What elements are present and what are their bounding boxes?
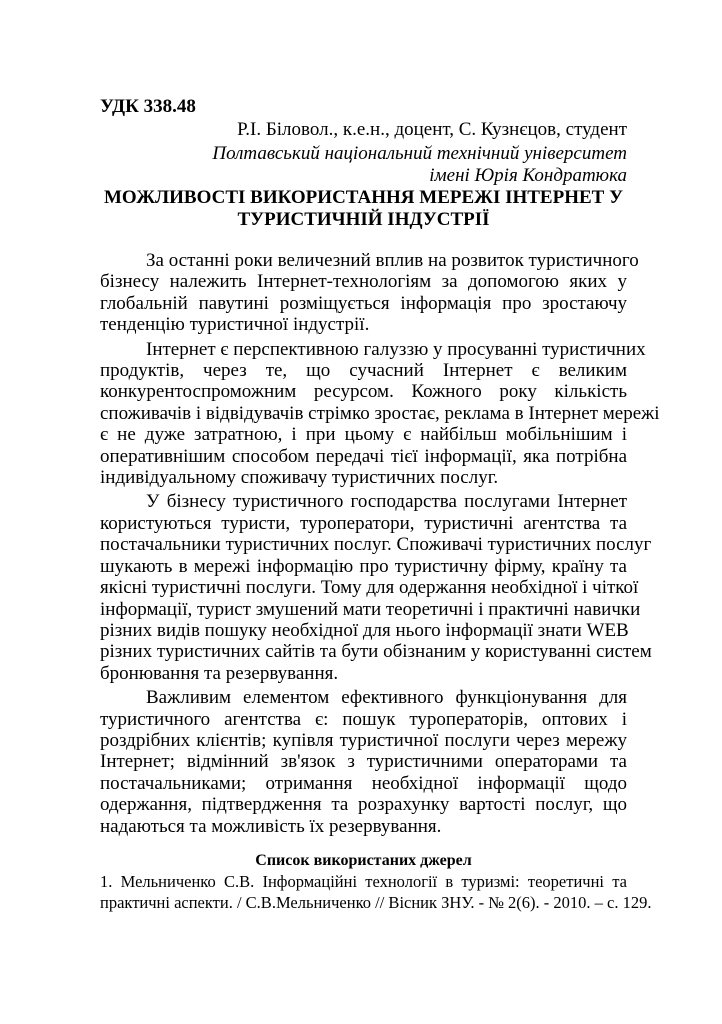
- affiliation-name: імені Юрія Кондратюка: [429, 165, 627, 186]
- article-title-line2: ТУРИСТИЧНІЙ ІНДУСТРІЇ: [237, 209, 490, 230]
- paragraph: [100, 338, 660, 489]
- paragraph-line: постачальниками; отримання необхідної інформації щодо: [100, 772, 627, 794]
- paragraph-line: якісні туристичні послуги. Тому для одержання необхідної і чіткої: [100, 577, 639, 599]
- paragraph: [100, 687, 627, 837]
- affiliation: Полтавський національний технічний університет: [212, 143, 627, 164]
- paragraph-line: бронювання та резервування.: [100, 662, 339, 684]
- paragraph-line: роздрібних клієнтів; купівля туристичної послуги через мережу: [100, 729, 627, 751]
- reference-item-cont: практичні аспекти. / С.В.Мельниченко // Вісник ЗНУ. - № 2(6). - 2010. – с. 129.: [100, 892, 652, 912]
- paragraph-line: Інтернет; відмінний зв'язок з туристичними операторами та: [100, 751, 627, 773]
- paragraph-line: одержання, підтвердження та розрахунку вартості послуг, що: [100, 794, 627, 816]
- paragraph-line: продуктів, через те, що сучасний Інтернет є великим: [100, 360, 627, 382]
- paragraph-line: Важливим елементом ефективного функціонування для: [146, 687, 627, 709]
- paragraph: [100, 491, 652, 684]
- paragraph-line: У бізнесу туристичного господарства послугами Інтернет: [146, 491, 627, 513]
- paragraph-line: Інтернет є перспективною галуззю у просуванні туристичних: [146, 338, 646, 360]
- paragraph-line: глобальній павутині розміщується інформація про зростаючу: [100, 292, 627, 314]
- paragraph-line: інформації, турист змушений мати теоретичні і практичні навички: [100, 598, 641, 620]
- document-page: [100, 96, 660, 913]
- article-title: МОЖЛИВОСТІ ВИКОРИСТАННЯ МЕРЕЖІ ІНТЕРНЕТ У: [103, 187, 624, 208]
- paragraph-line: туристичного агентства є: пошук туроператорів, оптових і: [100, 708, 627, 730]
- paragraph-line: користуються туристи, туроператори, туристичні агентства та: [100, 512, 627, 534]
- paragraph-line: різних туристичних сайтів та бути обізнаним у користуванні систем: [100, 641, 652, 663]
- paragraph-line: оперативнішим способом передачі тієї інформації, яка потрібна: [100, 445, 627, 467]
- paragraph: [100, 250, 639, 336]
- udk-code: УДК 338.48: [100, 96, 196, 117]
- paragraph-line: конкурентоспроможним ресурсом. Кожного року кількість: [100, 381, 627, 403]
- references-heading: Список використаних джерел: [255, 851, 472, 869]
- reference-item: 1. Мельниченко С.В. Інформаційні технології в туризмі: теоретичні та: [100, 871, 627, 891]
- paragraph-line: За останні роки величезний вплив на розвиток туристичного: [146, 250, 639, 271]
- paragraph-line: надаються та можливість їх резервування.: [100, 815, 442, 837]
- paragraph-line: тенденцію туристичної індустрії.: [100, 314, 370, 336]
- paragraph-line: є не дуже затратною, і при цьому є найбільш мобільнішим і: [100, 424, 627, 446]
- paragraph-line: бізнесу належить Інтернет-технологіям за допомогою яких у: [100, 271, 627, 293]
- paragraph-line: шукають в мережі інформацію про туристичну фірму, країну та: [100, 555, 627, 577]
- paragraph-line: постачальники туристичних послуг. Споживачі туристичних послуг: [100, 534, 652, 556]
- paragraph-line: індивідуальному споживачу туристичних послуг.: [100, 467, 499, 489]
- paragraph-line: споживачів і відвідувачів стрімко зростає, реклама в Інтернет мережі: [100, 402, 660, 424]
- authors: Р.І. Біловол., к.е.н., доцент, С. Кузнєцов, студент: [237, 119, 627, 140]
- article-body: [100, 250, 660, 837]
- paragraph-line: різних видів пошуку необхідної для нього інформації знати WEB: [100, 619, 629, 641]
